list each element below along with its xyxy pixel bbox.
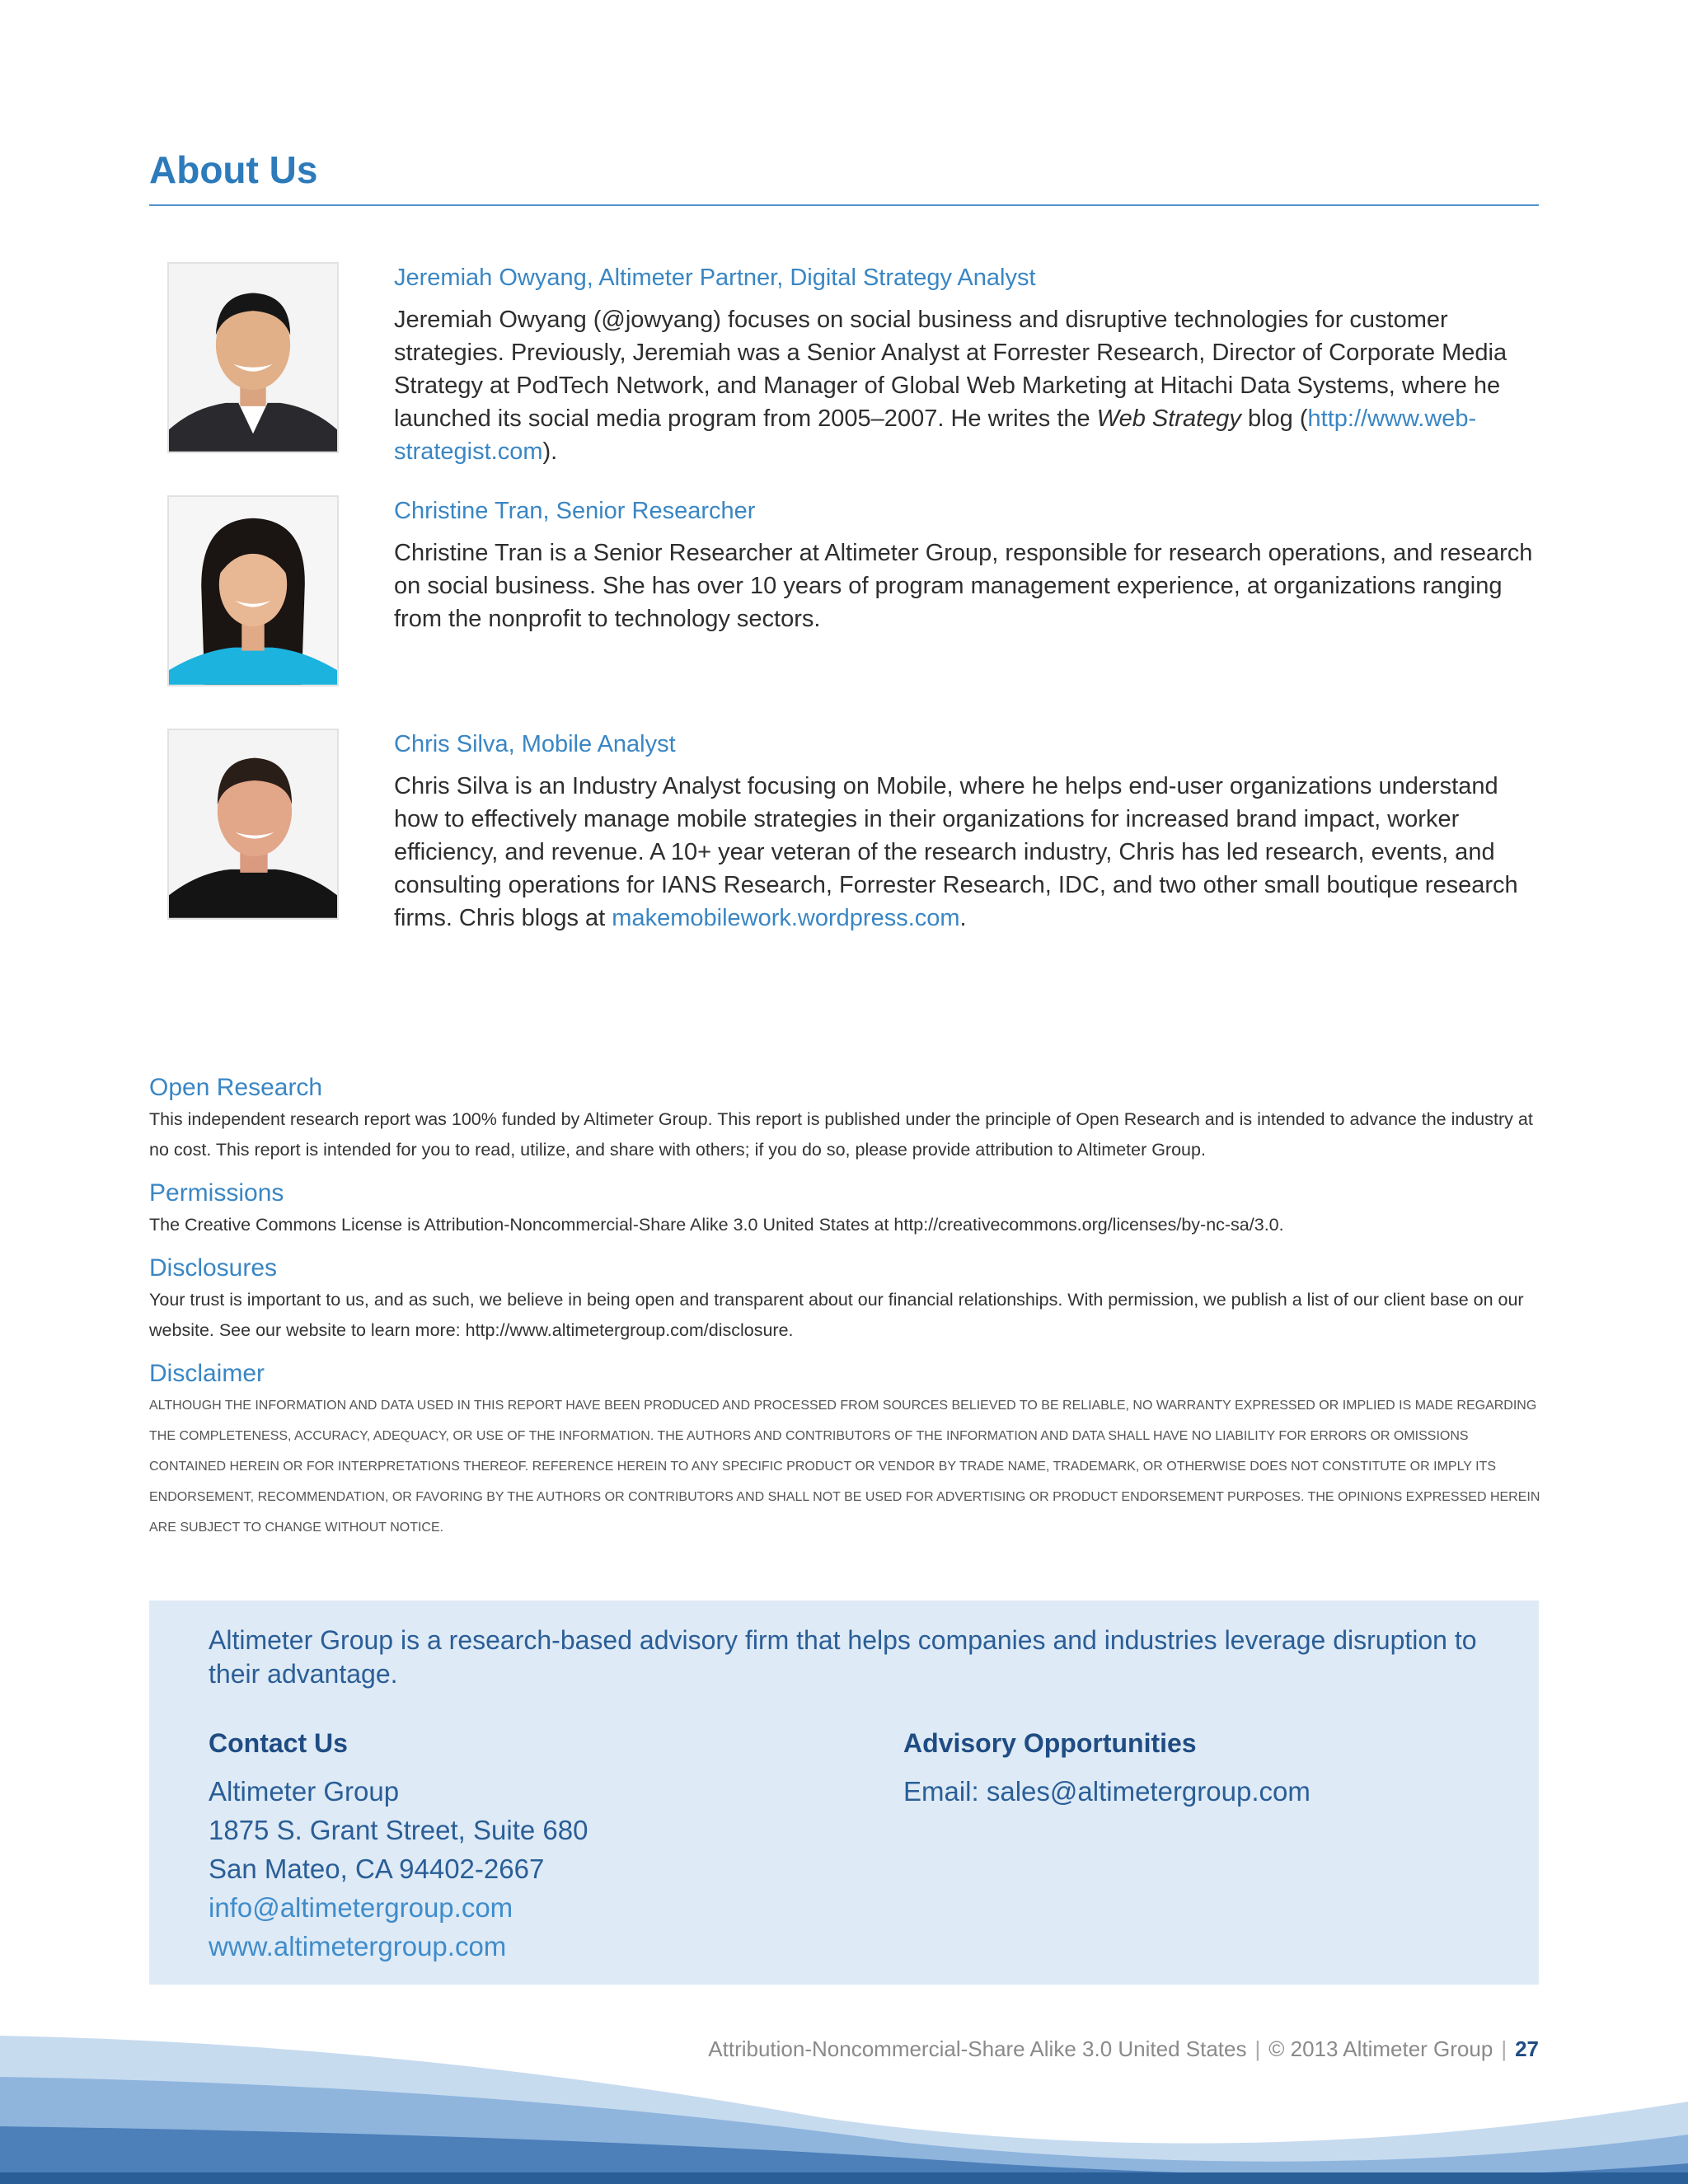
open-research-heading: Open Research [149, 1074, 323, 1101]
bio-jeremiah-owyang [149, 262, 1542, 476]
copyright-text: © 2013 Altimeter Group [1268, 2036, 1493, 2061]
disclaimer-heading: Disclaimer [149, 1360, 265, 1387]
page-title: About Us [149, 148, 318, 191]
title-divider [149, 204, 1539, 206]
company-info-box [149, 1601, 1539, 1985]
bio-name: Jeremiah Owyang, Altimeter Partner, Digital Strategy Analyst [394, 265, 1036, 291]
contact-company: Altimeter Group [209, 1776, 400, 1807]
advisory-email[interactable]: Email: sales@altimetergroup.com [903, 1776, 1311, 1807]
contact-column [209, 1726, 588, 1966]
person-silhouette-icon [169, 497, 337, 685]
disclosures-body: Your trust is important to us, and as such, we believe in being open and transparent about our financial relationships. With permission, we publish a list of our client base on our website. See our website to learn more: http://www.altimetergroup.com/disclosure. [149, 1290, 1524, 1340]
page-number: 27 [1515, 2036, 1539, 2061]
bio-christine-tran [149, 495, 1542, 710]
license-text: Attribution-Noncommercial-Share Alike 3.0 United States [708, 2036, 1247, 2061]
disclosures-heading: Disclosures [149, 1254, 278, 1282]
bio-description: Jeremiah Owyang (@jowyang) focuses on social business and disruptive technologies for customer strategies. Previously, Jeremiah was a Senior Analyst at Forrester Research, Director of Corporate Media Strategy at PodTech Network, and Manager of Global Web Marketing at Hitachi Data Systems, where he launched its social media program from 2005–2007. He writes the Web Strategy blog (http://www.web-strategist.com). [394, 307, 1507, 465]
person-silhouette-icon [169, 730, 337, 918]
advisory-heading: Advisory Opportunities [903, 1728, 1197, 1758]
open-research-body: This independent research report was 100% funded by Altimeter Group. This report is published under the principle of Open Research and is intended to advance the industry at no cost. This report is intended for you to read, utilize, and share with others; if you do so, please provide attribution to Altimeter Group. [149, 1109, 1533, 1160]
contact-heading: Contact Us [209, 1728, 348, 1758]
bio-description: Chris Silva is an Industry Analyst focusing on Mobile, where he helps end-user organizations understand how to effectively manage mobile strategies in their organizations for increased brand impact, worker efficiency, and revenue. A 10+ year veteran of the research industry, Chris has led research, events, and consulting operations for IANS Research, Forrester Research, IDC, and two other small boutique research firms. Chris blogs at makemobilework.wordpress.com. [394, 773, 1518, 931]
disclaimer-body: ALTHOUGH THE INFORMATION AND DATA USED IN THIS REPORT HAVE BEEN PRODUCED AND PROCESSED FROM SOURCES BELIEVED TO BE RELIABLE, NO WARRANTY EXPRESSED OR IMPLIED IS MADE REGARDING THE COMPLETENESS, ACCURACY, ADEQUACY, OR USE OF THE INFORMATION. THE AUTHORS AND CONTRIBUTORS OF THE INFORMATION AND DATA SHALL HAVE NO LIABILITY FOR ERRORS OR OMISSIONS CONTAINED HEREIN OR FOR INTERPRETATIONS THEREOF. REFERENCE HEREIN TO ANY SPECIFIC PRODUCT OR VENDOR BY TRADE NAME, TRADEMARK, OR OTHERWISE DOES NOT CONSTITUTE OR IMPLY ITS ENDORSEMENT, RECOMMENDATION, OR FAVORING BY THE AUTHORS OR CONTRIBUTORS AND SHALL NOT BE USED FOR ADVERTISING OR PRODUCT ENDORSEMENT PURPOSES. THE OPINIONS EXPRESSED HEREIN ARE SUBJECT TO CHANGE WITHOUT NOTICE. [149, 1399, 1540, 1535]
blog-title: Web Strategy [1096, 405, 1241, 432]
person-silhouette-icon [169, 264, 337, 452]
portrait-photo-chris [167, 729, 339, 920]
portrait-photo-christine [167, 495, 339, 687]
makemobilework-link[interactable]: makemobilework.wordpress.com [612, 905, 960, 931]
contact-street: 1875 S. Grant Street, Suite 680 [209, 1815, 588, 1845]
contact-email-link[interactable]: info@altimetergroup.com [209, 1892, 513, 1923]
footer-separator: | [1254, 2036, 1261, 2061]
bio-description: Christine Tran is a Senior Researcher at Altimeter Group, responsible for research operations, and research on social business. She has over 10 years of program management experience, at organizations ranging from the nonprofit to technology sectors. [394, 540, 1533, 632]
page-footer [708, 2032, 1539, 2065]
contact-website-link[interactable]: www.altimetergroup.com [209, 1931, 507, 1961]
contact-city: San Mateo, CA 94402-2667 [209, 1854, 545, 1884]
footer-separator: | [1501, 2036, 1507, 2061]
bio-name: Christine Tran, Senior Researcher [394, 498, 756, 524]
bio-chris-silva [149, 729, 1542, 943]
bio-name: Chris Silva, Mobile Analyst [394, 731, 676, 757]
portrait-photo-jeremiah [167, 262, 339, 453]
web-strategist-link[interactable]: http://www.web-strategist.com [394, 405, 1477, 465]
permissions-body: The Creative Commons License is Attribution-Noncommercial-Share Alike 3.0 United States at http://creativecommons.org/licenses/by-nc-sa/3.0. [149, 1215, 1284, 1235]
legal-section [149, 1071, 1542, 1554]
permissions-heading: Permissions [149, 1179, 284, 1207]
company-tagline: Altimeter Group is a research-based advisory firm that helps companies and industries leverage disruption to their advantage. [209, 1625, 1477, 1689]
advisory-column [903, 1726, 1311, 1811]
